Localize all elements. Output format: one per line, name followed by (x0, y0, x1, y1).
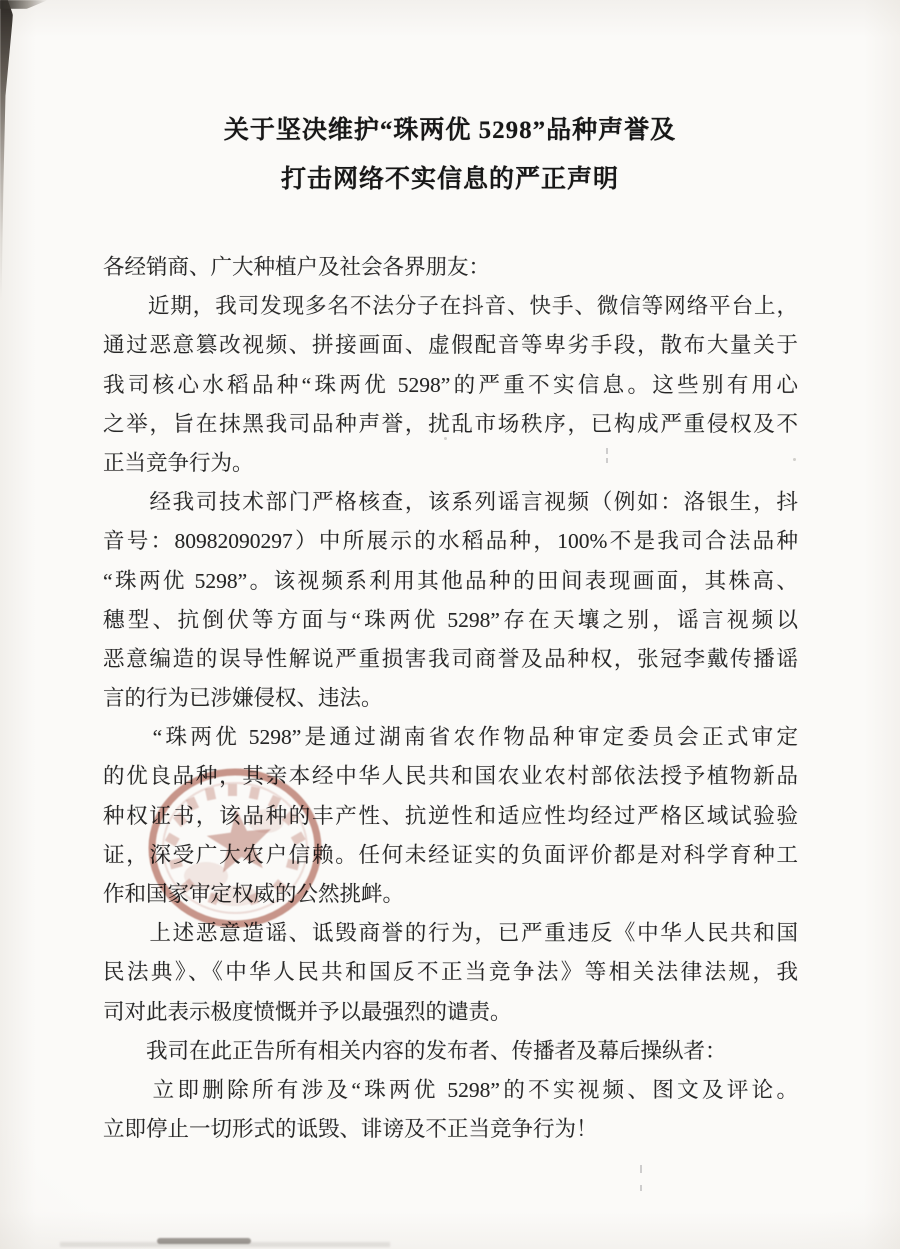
body-line: 司对此表示极度愤慨并予以最强烈的谴责。 (103, 999, 512, 1024)
body-line: 恶意编造的误导性解说严重损害我司商誉及品种权，张冠李戴传播谣 (103, 646, 798, 671)
body-line: 穗型、抗倒伏等方面与“珠两优 5298”存在天壤之别，谣言视频以 (103, 607, 798, 632)
body-line: 我司在此正告所有相关内容的发布者、传播者及幕后操纵者： (103, 1038, 727, 1063)
body-line: 言的行为已涉嫌侵权、违法。 (103, 686, 383, 711)
body-line: “珠两优 5298”。该视频系利用其他品种的田间表现画面，其株高、 (103, 568, 798, 593)
document-body (103, 248, 798, 1149)
body-line: 上述恶意造谣、诋毁商誉的行为，已严重违反《中华人民共和国 (103, 921, 798, 946)
body-line: 立即停止一切形式的诋毁、诽谤及不正当竞争行为！ (103, 1117, 598, 1142)
body-line: 证，深受广大农户信赖。任何未经证实的负面评价都是对科学育种工 (103, 842, 798, 867)
scan-corner-artifact (0, 0, 48, 9)
body-line: 经我司技术部门严格核查，该系列谣言视频（例如：洛银生，抖 (103, 490, 798, 515)
body-line: 各经销商、广大种植户及社会各界朋友： (103, 255, 491, 279)
body-line: 作和国家审定权威的公然挑衅。 (103, 882, 405, 906)
scan-speck (640, 1165, 642, 1173)
scan-bottom-artifact (157, 1238, 251, 1244)
document-title-line: 打击网络不实信息的严正声明 (280, 166, 619, 193)
body-line: 民法典》、《中华人民共和国反不正当竞争法》等相关法律法规，我 (103, 960, 798, 985)
scan-speck (640, 1185, 642, 1191)
document-title (0, 111, 900, 209)
body-line: 种权证书，该品种的丰产性、抗逆性和适应性均经过严格区域试验验 (103, 803, 798, 828)
body-line: 立即删除所有涉及“珠两优 5298”的不实视频、图文及评论。 (103, 1077, 798, 1102)
body-line: “珠两优 5298”是通过湖南省农作物品种审定委员会正式审定 (103, 725, 798, 750)
body-line: 之举，旨在抹黑我司品种声誉，扰乱市场秩序，已构成严重侵权及不 (103, 411, 798, 436)
body-line: 近期，我司发现多名不法分子在抖音、快手、微信等网络平台上， (103, 294, 798, 319)
document-title-line: 关于坚决维护“珠两优 5298”品种声誉及 (223, 117, 677, 144)
body-line: 通过恶意篡改视频、拼接画面、虚假配音等卑劣手段，散布大量关于 (103, 333, 798, 358)
body-line: 音号：80982090297）中所展示的水稻品种，100%不是我司合法品种 (103, 529, 798, 554)
body-line: 正当竞争行为。 (103, 450, 254, 475)
body-line: 我司核心水稻品种“珠两优 5298”的严重不实信息。这些别有用心 (103, 372, 798, 397)
body-line: 的优良品种，其亲本经中华人民共和国农业农村部依法授予植物新品 (103, 764, 798, 789)
